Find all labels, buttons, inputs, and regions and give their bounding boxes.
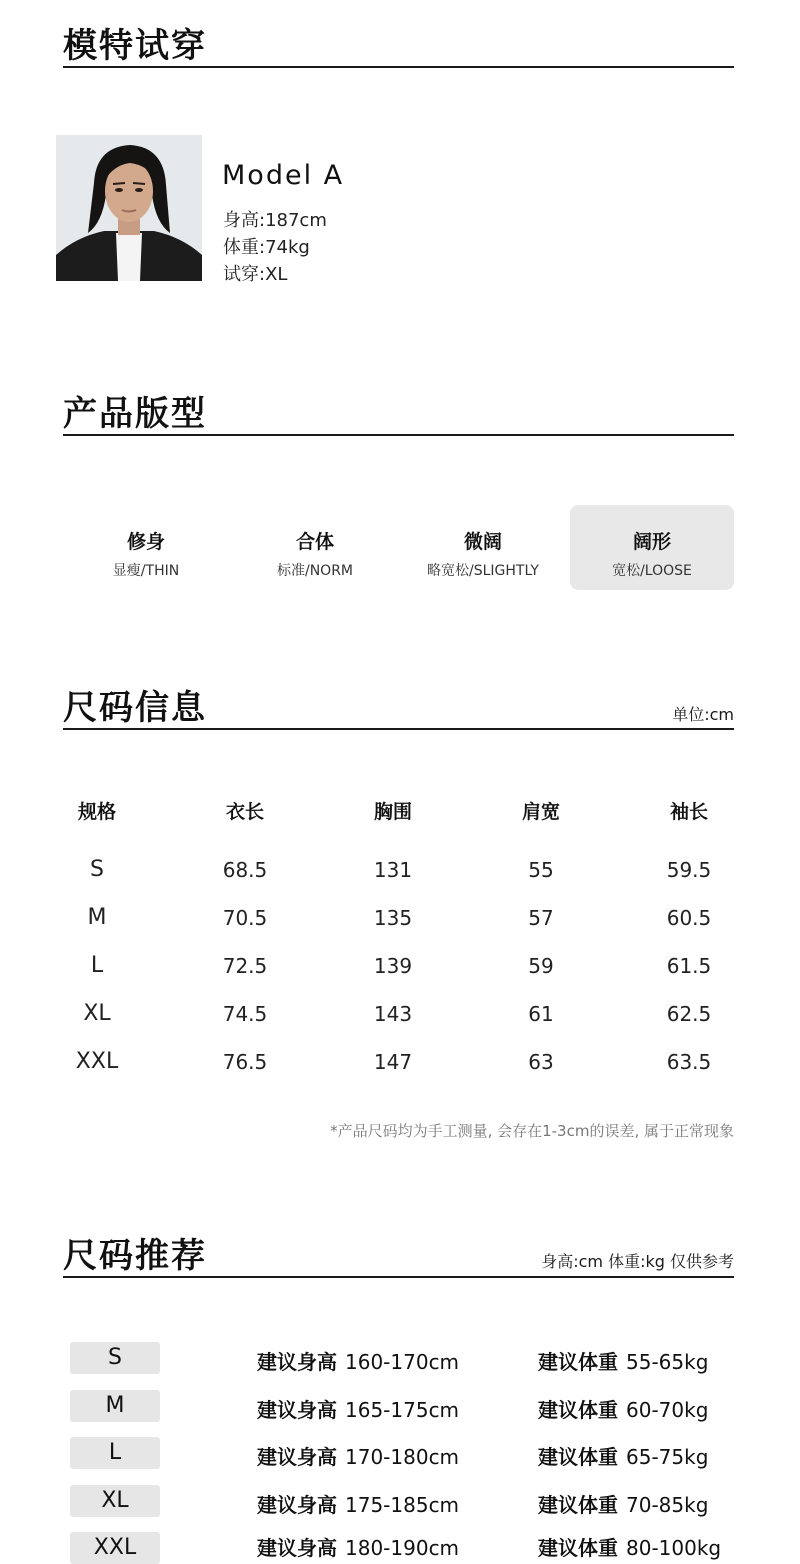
table-cell: 70.5 [222, 906, 268, 930]
rec-height-label: 建议身高 [257, 1536, 337, 1560]
rec-height-label: 建议身高 [257, 1445, 337, 1469]
rec-height-value: 180-190cm [345, 1536, 460, 1560]
table-cell: 76.5 [222, 1050, 268, 1074]
table-cell: 72.5 [222, 954, 268, 978]
rec-weight [538, 1532, 721, 1561]
table-cell: 59.5 [666, 858, 712, 882]
rec-size-badge: L [70, 1437, 160, 1469]
size-unit-label: 单位:cm [672, 705, 734, 724]
table-header-cell: 肩宽 [521, 801, 560, 823]
rec-height-value: 165-175cm [345, 1398, 460, 1422]
fit-option-label: 阔形 [632, 531, 671, 553]
model-photo [56, 135, 202, 281]
model-weight: 体重:74kg [223, 237, 310, 258]
table-header-cell: 规格 [77, 801, 116, 823]
rec-weight-label: 建议体重 [538, 1398, 618, 1422]
rec-height-label: 建议身高 [257, 1493, 337, 1517]
rec-weight [538, 1346, 708, 1375]
table-cell: 68.5 [222, 858, 268, 882]
table-cell: 57 [528, 906, 554, 930]
rec-weight-label: 建议体重 [538, 1445, 618, 1469]
rec-section-title: 尺码推荐 [63, 1236, 207, 1276]
table-cell: 62.5 [666, 1002, 712, 1026]
rec-note: 身高:cm 体重:kg 仅供参考 [541, 1252, 734, 1271]
model-portrait-image [56, 135, 202, 281]
table-cell: 63 [528, 1050, 554, 1074]
table-cell-size: L [90, 953, 104, 978]
rec-weight-value: 60-70kg [626, 1398, 709, 1422]
table-cell: 135 [373, 906, 413, 930]
rec-weight-value: 65-75kg [626, 1445, 709, 1469]
fit-option-loose-selected [570, 505, 734, 590]
rec-height-value: 175-185cm [345, 1493, 460, 1517]
table-cell: 147 [373, 1050, 413, 1074]
rec-weight-value: 70-85kg [626, 1493, 709, 1517]
table-cell-size: M [87, 905, 107, 930]
table-cell: 143 [373, 1002, 413, 1026]
rec-weight-value: 55-65kg [626, 1350, 709, 1374]
table-cell-size: S [90, 857, 104, 882]
rec-weight-value: 80-100kg [626, 1536, 722, 1560]
fit-option-label: 合体 [295, 531, 334, 553]
size-section-title: 尺码信息 [63, 688, 207, 728]
table-cell: 59 [528, 954, 554, 978]
model-section-title: 模特试穿 [63, 26, 207, 66]
model-section-divider [63, 66, 734, 68]
rec-height [257, 1441, 459, 1470]
rec-height-value: 170-180cm [345, 1445, 460, 1469]
rec-weight-label: 建议体重 [538, 1493, 618, 1517]
model-height: 身高:187cm [223, 210, 327, 231]
rec-height-label: 建议身高 [257, 1398, 337, 1422]
rec-weight-label: 建议体重 [538, 1536, 618, 1560]
fit-option-label: 微阔 [463, 531, 502, 553]
table-cell: 74.5 [222, 1002, 268, 1026]
table-cell: 131 [373, 858, 413, 882]
table-cell: 55 [528, 858, 554, 882]
table-header-cell: 胸围 [373, 801, 412, 823]
rec-height [257, 1532, 459, 1561]
fit-section-divider [63, 434, 734, 436]
table-cell: 139 [373, 954, 413, 978]
model-name: Model A [222, 160, 345, 191]
rec-size-badge: XL [70, 1485, 160, 1517]
rec-height [257, 1346, 459, 1375]
rec-section-divider [63, 1276, 734, 1278]
fit-option-norm [233, 505, 397, 590]
fit-option-slightly [401, 505, 565, 590]
table-cell-size: XL [83, 1001, 111, 1026]
model-tried-size: 试穿:XL [223, 264, 288, 285]
measurement-disclaimer: *产品尺码均为手工测量, 会存在1-3cm的误差, 属于正常现象 [330, 1122, 734, 1140]
rec-size-badge: XXL [70, 1532, 160, 1564]
rec-weight [538, 1441, 708, 1470]
fit-option-label: 修身 [126, 531, 165, 553]
table-cell: 60.5 [666, 906, 712, 930]
rec-height [257, 1489, 459, 1518]
rec-height [257, 1394, 459, 1423]
rec-height-label: 建议身高 [257, 1350, 337, 1374]
table-header-cell: 袖长 [669, 801, 708, 823]
rec-weight [538, 1394, 708, 1423]
fit-option-sublabel: 显瘦/THIN [112, 563, 180, 579]
table-cell: 61.5 [666, 954, 712, 978]
table-header-cell: 衣长 [225, 801, 264, 823]
rec-weight-label: 建议体重 [538, 1350, 618, 1374]
rec-size-badge: M [70, 1390, 160, 1422]
rec-size-badge: S [70, 1342, 160, 1374]
table-cell: 61 [528, 1002, 554, 1026]
fit-section-title: 产品版型 [63, 394, 207, 434]
rec-weight [538, 1489, 708, 1518]
rec-height-value: 160-170cm [345, 1350, 460, 1374]
table-cell: 63.5 [666, 1050, 712, 1074]
table-cell-size: XXL [75, 1049, 119, 1074]
fit-option-thin [64, 505, 228, 590]
fit-option-sublabel: 略宽松/SLIGHTLY [427, 563, 539, 579]
fit-option-sublabel: 标准/NORM [276, 563, 353, 579]
fit-option-sublabel: 宽松/LOOSE [612, 563, 692, 579]
size-section-divider [63, 728, 734, 730]
